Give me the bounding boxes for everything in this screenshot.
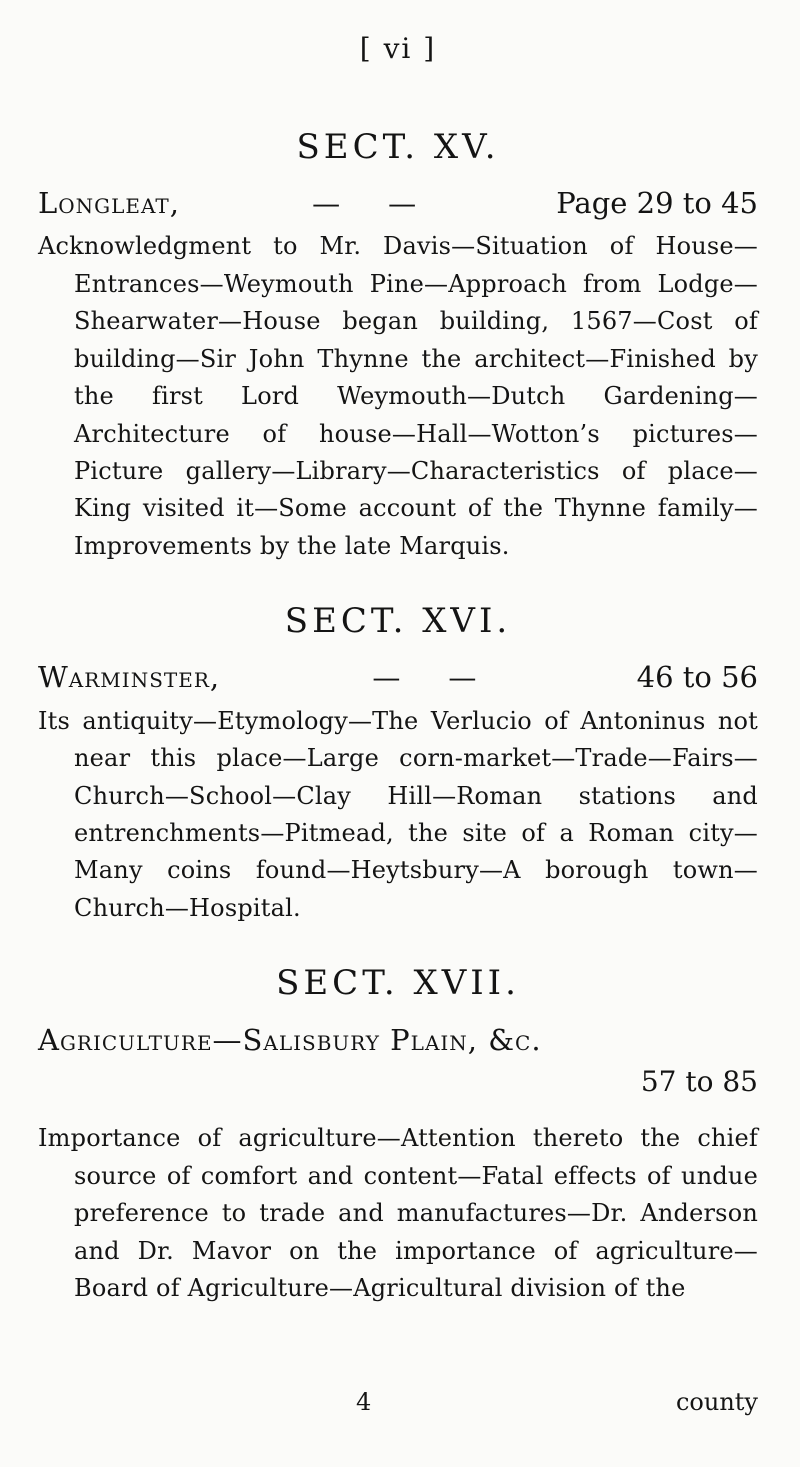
section-xvi <box>38 601 758 927</box>
leader-dashes <box>372 662 476 694</box>
page-range: Page 29 to 45 <box>556 186 758 220</box>
entry-title: Longleat, <box>38 186 180 220</box>
signature-mark: 4 <box>356 1388 372 1416</box>
section-xvii <box>38 963 758 1307</box>
entry-summary: Acknowledgment to Mr. Davis—Situation of House—Entrances—Weymouth Pine—Approach from Lodge—Shearwater—House began building, 1567—Cost of building—Sir John Thynne the architect—Finished by the first Lord Weymouth—Dutch Gardening—Architecture of house—Hall—Wotton’s pictures—Picture gallery—Library—Characteristics of place—King visited it—Some account of the Thynne family—Improvements by the late Marquis. <box>38 232 758 560</box>
leader-dashes <box>312 188 416 220</box>
page-footer <box>0 1388 800 1428</box>
entry-title: Agriculture—Salisbury Plain, &c. <box>38 1023 542 1058</box>
page-range: 57 to 85 <box>640 1065 758 1099</box>
leader-dash: — <box>388 187 417 220</box>
section-title: SECT. XV. <box>296 127 500 167</box>
entry-summary: Importance of agriculture—Attention thereto the chief source of comfort and content—Fatal effects of undue preference to trade and manufactures—Dr. Anderson and Dr. Mavor on the importance of agriculture—Board of Agriculture—Agricultural division of the <box>38 1124 758 1302</box>
section-title: SECT. XVI. <box>284 601 512 642</box>
catchword: county <box>675 1388 758 1416</box>
entry-heading <box>38 187 758 220</box>
leader-dash: — <box>448 661 477 695</box>
leader-dash: — <box>372 661 401 695</box>
entry-title: Warminster, <box>38 660 221 695</box>
page-range: 46 to 56 <box>636 660 758 695</box>
entry-summary: Its antiquity—Etymology—The Verlucio of Antoninus not near this place—Large corn-market—Trade—Fairs—Church—School—Clay Hill—Roman stations and entrenchments—Pitmead, the site of a Roman city—Many coins found—Heytsbury—A borough town—Church—Hospital. <box>38 706 758 922</box>
section-xv <box>38 127 758 565</box>
entry-heading <box>38 661 758 694</box>
section-title: SECT. XVII. <box>276 963 520 1004</box>
leader-dash: — <box>312 187 341 220</box>
page-number: [ vi ] <box>359 32 437 65</box>
